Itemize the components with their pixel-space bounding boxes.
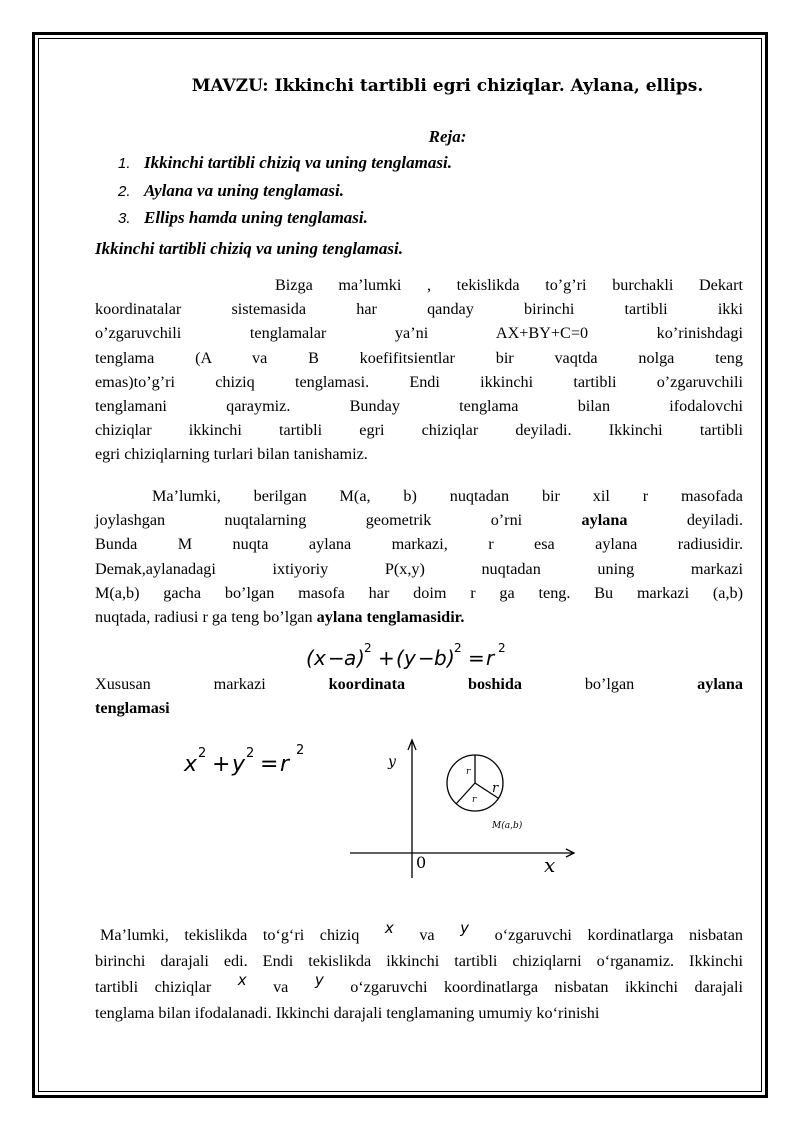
svg-text:2: 2 bbox=[364, 641, 372, 655]
text-line: tenglama (A va B koefifitsientlar bir vaqtda nolga teng bbox=[95, 348, 743, 367]
text-line: Bizga ma’lumki , tekislikda to’g’ri burchakli Dekart bbox=[275, 276, 743, 294]
svg-text:): ) bbox=[447, 646, 455, 670]
text-line: Ma’lumki, berilgan M(a, b) nuqtadan bir xil r masofada bbox=[152, 487, 743, 505]
paragraph-circle-definition bbox=[95, 484, 743, 629]
text-line: chiziqlar ikkinchi tartibli egri chiziqlar deyiladi. Ikkinchi tartibli bbox=[95, 421, 743, 440]
text-line: joylashgan nuqtalarning geometrik o’rni aylana deyiladi. bbox=[95, 511, 744, 530]
variable-y: y bbox=[460, 919, 470, 937]
text-line: birinchi darajali edi. Endi tekislikda ikkinchi tartibli chiziqlarni o‘rganamiz. Ikkinchi bbox=[95, 952, 743, 970]
circle-diagram bbox=[346, 736, 576, 880]
svg-text:−: − bbox=[328, 646, 345, 670]
text-line: Xususan markazi koordinata boshida bo’lgan aylana bbox=[95, 675, 744, 693]
svg-text:+: + bbox=[378, 646, 395, 670]
text-line: egri chiziqlarning turlari bilan tanishamiz. bbox=[95, 445, 368, 464]
variable-y: y bbox=[314, 971, 324, 989]
plan-list bbox=[118, 150, 452, 233]
svg-text:(: ( bbox=[306, 646, 314, 670]
text-line: Bunda M nuqta aylana markazi, r esa aylana radiusidir. bbox=[95, 535, 743, 554]
svg-text:=: = bbox=[468, 646, 485, 670]
text-line: M(a,b) gacha bo’lgan masofa har doim r ga teng. Bu markazi (a,b) bbox=[95, 583, 743, 602]
plan-item: 1. Ikkinchi tartibli chiziq va uning tenglamasi. bbox=[118, 153, 452, 172]
svg-text:2: 2 bbox=[198, 746, 207, 761]
radius-label: r bbox=[466, 767, 471, 777]
variable-x: x bbox=[237, 971, 247, 989]
x-axis-label: x bbox=[544, 853, 556, 877]
svg-text:r: r bbox=[280, 752, 290, 776]
svg-text:−: − bbox=[418, 646, 435, 670]
radius-label: r bbox=[492, 781, 499, 796]
circle-equation-formula bbox=[300, 640, 540, 672]
paragraph-intro bbox=[95, 273, 743, 467]
svg-text:x: x bbox=[184, 752, 198, 776]
svg-text:y: y bbox=[232, 752, 246, 776]
svg-text:(: ( bbox=[396, 646, 404, 670]
term-circle-equation: aylana tenglamasidir. bbox=[316, 608, 465, 627]
origin-label: 0 bbox=[416, 853, 427, 872]
text-line: tenglamasi bbox=[95, 699, 170, 718]
svg-text:2: 2 bbox=[498, 641, 506, 655]
svg-text:+: + bbox=[212, 752, 231, 776]
text-line: nuqtada, radiusi r ga teng bo’lgan aylana tenglamasidir. bbox=[95, 608, 465, 627]
text-line: koordinatalar sistemasida har qanday birinchi tartibli ikki bbox=[95, 300, 743, 319]
section-heading: Ikkinchi tartibli chiziq va uning tenglamasi. bbox=[95, 239, 403, 258]
text-line: tenglama bilan ifodalanadi. Ikkinchi darajali tenglamaning umumiy ko‘rinishi bbox=[95, 1004, 600, 1022]
text-line: tartibli chiziqlar x va y o‘zgaruvchi koordinatlarga nisbatan ikkinchi darajali bbox=[95, 971, 743, 996]
center-label: M(a,b) bbox=[492, 821, 523, 831]
paragraph-second-order bbox=[95, 919, 743, 1026]
svg-text:): ) bbox=[357, 646, 365, 670]
text-line: tenglamani qaraymiz. Bunday tenglama bilan ifodalovchi bbox=[95, 397, 743, 416]
y-axis-label: y bbox=[388, 754, 396, 770]
svg-text:2: 2 bbox=[454, 641, 462, 655]
plan-item: 3. Ellips hamda uning tenglamasi. bbox=[118, 208, 368, 227]
svg-text:2: 2 bbox=[296, 744, 305, 758]
svg-text:a: a bbox=[344, 646, 357, 670]
term-aylana: aylana bbox=[581, 511, 628, 530]
text-line: Demak,aylanadagi ixtiyoriy P(x,y) nuqtadan uning markazi bbox=[95, 559, 743, 578]
plan-heading: Reja: bbox=[428, 127, 467, 146]
text-line: Ma’lumki, tekislikda to‘g‘ri chiziq x va y o‘zgaruvchi kordinatlarga nisbatan bbox=[100, 919, 743, 944]
svg-text:x: x bbox=[314, 646, 326, 670]
text-line: o’zgaruvchili tenglamalar ya’ni AX+BY+C=0 ko’rinishdagi bbox=[95, 324, 743, 343]
svg-text:b: b bbox=[434, 646, 447, 670]
radius-label: r bbox=[472, 795, 477, 805]
svg-text:r: r bbox=[486, 646, 495, 670]
origin-circle-formula bbox=[180, 744, 310, 776]
variable-x: x bbox=[384, 919, 394, 937]
svg-text:y: y bbox=[404, 646, 416, 670]
plan-item: 2. Aylana va uning tenglamasi. bbox=[118, 180, 344, 200]
svg-text:2: 2 bbox=[246, 746, 255, 761]
text-line: emas)to’g’ri chiziq tenglamasi. Endi ikkinchi tartibli o’zgaruvchili bbox=[95, 372, 743, 391]
svg-text:=: = bbox=[260, 752, 279, 776]
paragraph-origin-circle bbox=[95, 672, 743, 720]
page-title: MAVZU: Ikkinchi tartibli egri chiziqlar. Aylana, ellips. bbox=[191, 76, 704, 96]
